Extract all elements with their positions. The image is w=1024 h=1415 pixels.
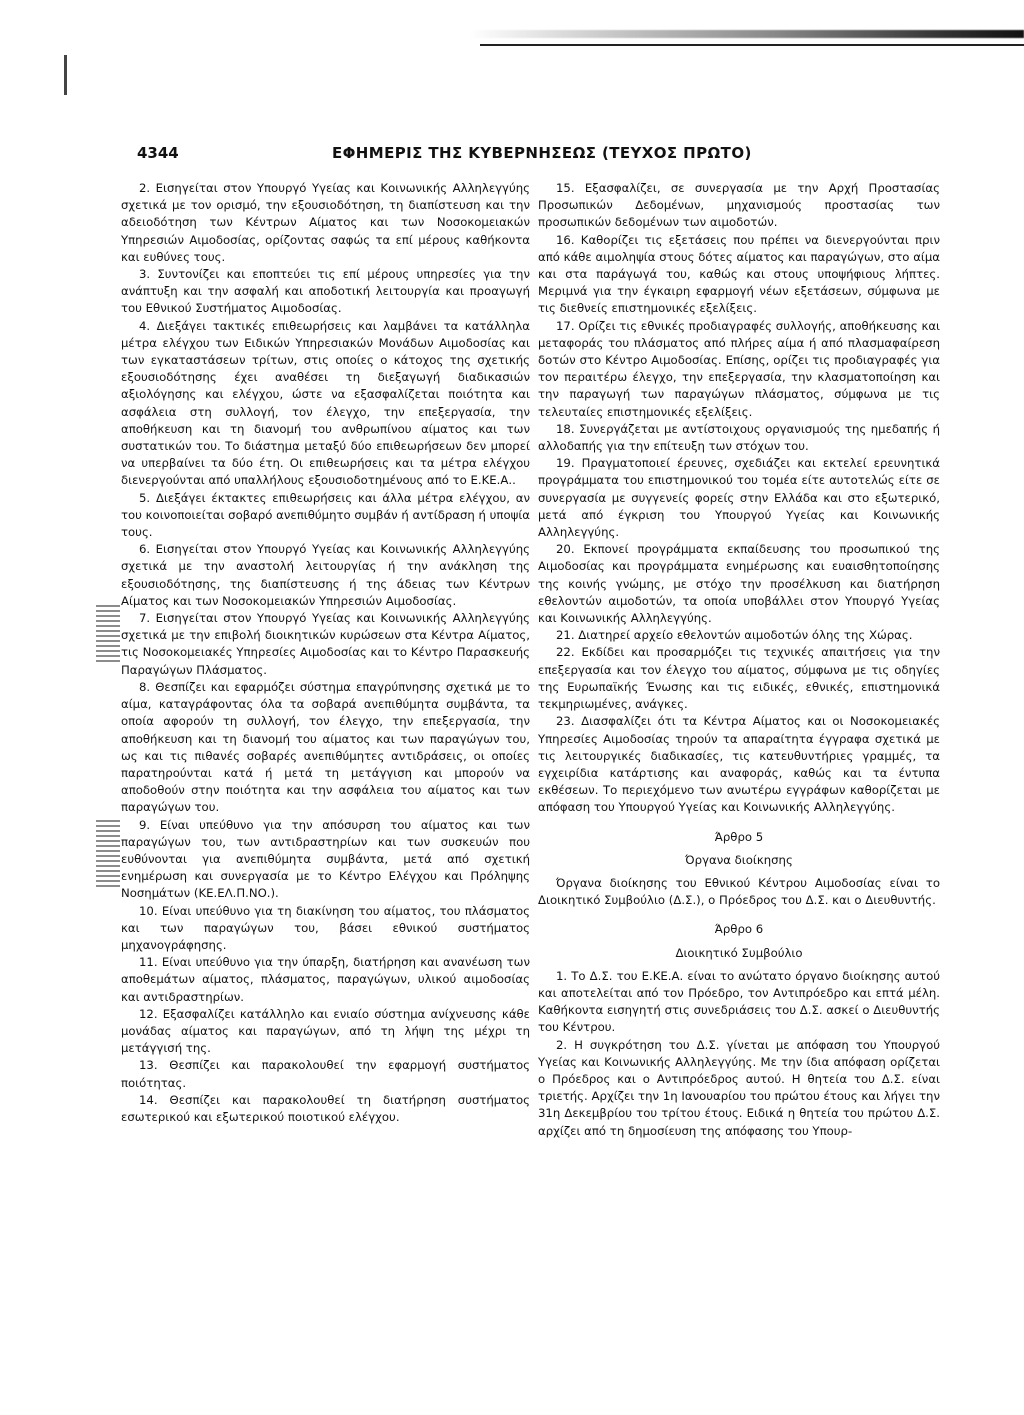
gazette-title: ΕΦΗΜΕΡΙΣ ΤΗΣ ΚΥΒΕΡΝΗΣΕΩΣ (ΤΕΥΧΟΣ ΠΡΩΤΟ)	[332, 144, 752, 162]
page-header	[137, 144, 939, 168]
paragraph: 21. Διατηρεί αρχείο εθελοντών αιμοδοτών όλης της Χώρας.	[556, 628, 913, 643]
paragraph: 9. Είναι υπεύθυνο για την απόσυρση του αίματος και των παραγώγων του, των αντιδραστηρίων και των συσκευών που ευθύνονται για ανεπιθύμητα συμβάντα, μετά από σχετική ενημέρωση και συνεργασία με το Κέντρο Ελέγχου και Πρόληψης Νοσημάτων (ΚΕ.ΕΛ.Π.ΝΟ.).	[121, 817, 530, 901]
paragraph: 17. Ορίζει τις εθνικές προδιαγραφές συλλογής, αποθήκευσης και μεταφοράς του πλάσματος από πλήρες αίμα ή από πλασμαφαίρεση δοτών στο Κέντρο Αιμοδοσίας. Επίσης, ορίζει τις προδιαγραφές για τον περαιτέρω έλεγχο, την επεξεργασία, την κλασματοποίηση και την παραγωγή των παραγώγων πλάσματος, σύμφωνα με τις τελευταίες επιστημονικές εξελίξεις.	[538, 318, 940, 419]
paragraph: 5. Διεξάγει έκτακτες επιθεωρήσεις και άλλα μέτρα ελέγχου, αν του κοινοποιείται σοβαρό ανεπιθύμητο συμβάν ή αντίδραση ή υποψία τους.	[121, 490, 530, 540]
margin-speckle	[96, 605, 120, 665]
margin-mark	[64, 55, 67, 95]
left-column	[121, 180, 530, 1126]
paragraph: 2. Εισηγείται στον Υπουργό Υγείας και Κοινωνικής Αλληλεγγύης σχετικά με τον ορισμό, την εξουσιοδότηση, τη διαπίστευση και την αδειοδότηση των Κέντρων Αίματος και των Νοσοκομειακών Υπηρεσιών Αιμοδοσίας, ορίζοντας σαφώς τα επί μέρους καθήκοντα και ευθύνες τους.	[121, 181, 530, 264]
paragraph: 2. Η συγκρότηση του Δ.Σ. γίνεται με απόφαση του Υπουργού Υγείας και Κοινωνικής Αλληλεγγύης. Με την ίδια απόφαση ορίζεται ο Πρόεδρος και ο Αντιπρόεδρος αυτού. Η θητεία του Δ.Σ. είναι τριετής. Αρχίζει την 1η Ιανουαρίου του πρώτου έτους και λήγει την 31η Δεκεμβρίου του τρίτου έτους. Ειδικά η θητεία του πρώτου Δ.Σ. αρχίζει από τη δημοσίευση της απόφασης του Υπουρ-	[538, 1037, 940, 1138]
article-6-title: Διοικητικό Συμβούλιο	[675, 945, 803, 960]
paragraph: 18. Συνεργάζεται με αντίστοιχους οργανισμούς της ημεδαπής ή αλλοδαπής για την επίτευξη των στόχων του.	[538, 421, 940, 454]
scan-line-artifact	[480, 44, 1024, 46]
article-5-heading: Άρθρο 5	[714, 829, 764, 844]
paragraph: 19. Πραγματοποιεί έρευνες, σχεδιάζει και εκτελεί ερευνητικά προγράμματα του επιστημονικού του τομέα είτε αυτοτελώς είτε σε συνεργασία με συγγενείς φορείς στην Ελλάδα και στο εξωτερικό, μετά από έγκριση του Υπουργού Υγείας και Κοινωνικής Αλληλεγγύης.	[538, 456, 940, 540]
paragraph: 14. Θεσπίζει και παρακολουθεί τη διατήρηση συστήματος εσωτερικού και εξωτερικού ποιοτικού ελέγχου.	[121, 1092, 530, 1124]
paragraph: 8. Θεσπίζει και εφαρμόζει σύστημα επαγρύπνησης σχετικά με το αίμα, καταγράφοντας όλα τα σοβαρά ανεπιθύμητα συμβάντα, τα οποία αφορούν τη συλλογή, τον έλεγχο, την επεξεργασία, την αποθήκευση και τη διανομή του αίματος και των παραγώγων του, ως και τις πιθανές σοβαρές ανεπιθύμητες αντιδράσεις, οι οποίες παρατηρούνται κατά ή μετά τη μετάγγιση και μπορούν να αποδοθούν στην ποιότητα και την ασφάλεια του αίματος και των παραγώγων του.	[121, 679, 530, 815]
paragraph: 11. Είναι υπεύθυνο για την ύπαρξη, διατήρηση και ανανέωση των αποθεμάτων αίματος, πλάσματος, παραγώγων, υλικού αιμοδοσίας και αντιδραστηρίων.	[121, 955, 530, 1004]
paragraph: 23. Διασφαλίζει ότι τα Κέντρα Αίματος και οι Νοσοκομειακές Υπηρεσίες Αιμοδοσίας τηρούν τα απαραίτητα έγγραφα σχετικά με τις λειτουργικές διαδικασίες, τις κατευθυντήριες γραμμές, τα εγχειρίδια κατάρτισης και αναφοράς, καθώς και τα έντυπα εκθέσεων. Το περιεχόμενο των ανωτέρω εγγράφων καθορίζεται με απόφαση του Υπουργού Υγείας και Κοινωνικής Αλληλεγγύης.	[538, 714, 940, 815]
paragraph: Όργανα διοίκησης του Εθνικού Κέντρου Αιμοδοσίας είναι το Διοικητικό Συμβούλιο (Δ.Σ.), ο Πρόεδρος του Δ.Σ. και ο Διευθυντής.	[538, 875, 940, 908]
paragraph: 4. Διεξάγει τακτικές επιθεωρήσεις και λαμβάνει τα κατάλληλα μέτρα ελέγχου των Ειδικών Υπηρεσιακών Μονάδων Αιμοδοσίας και των εγκαταστάσεων τρίτων, στις οποίες ο κάτοχος της σχετικής εξουσιοδότησης έχει αναθέσει τη διεξαγωγή διαδικασιών αξιολόγησης και ελέγχου, ώστε να εξασφαλίζεται ποιότητα και ασφάλεια στη συλλογή, τον έλεγχο, την επεξεργασία, την αποθήκευση και τη διανομή του ανθρωπίνου αίματος και των συστατικών του. Το διάστημα μεταξύ δύο επιθεωρήσεων δεν μπορεί να υπερβαίνει τα δύο έτη. Οι επιθεωρήσεις και τα μέτρα ελέγχου διενεργούνται από υπαλλήλους εξουσιοδοτημένους από το Ε.ΚΕ.Α..	[121, 318, 530, 488]
paragraph: 20. Εκπονεί προγράμματα εκπαίδευσης του προσωπικού της Αιμοδοσίας και προγράμματα ενημέρωσης και ευαισθητοποίησης της κοινής γνώμης, με στόχο την προσέλκυση και διατήρηση εθελοντών αιμοδοτών, τα οποία υποβάλλει στον Υπουργό Υγείας και Κοινωνικής Αλληλεγγύης.	[538, 542, 940, 626]
margin-speckle	[96, 820, 120, 890]
paragraph: 13. Θεσπίζει και παρακολουθεί την εφαρμογή συστήματος ποιότητας.	[121, 1058, 530, 1090]
paragraph: 22. Εκδίδει και προσαρμόζει τις τεχνικές απαιτήσεις για την επεξεργασία και τον έλεγχο του αίματος, σύμφωνα με τις οδηγίες της Ευρωπαϊκής Ένωσης και τις ειδικές, εθνικές, επιστημονικά τεκμηριωμένες, ανάγκες.	[538, 645, 940, 712]
article-5-title: Όργανα διοίκησης	[685, 852, 793, 867]
paragraph: 10. Είναι υπεύθυνο για τη διακίνηση του αίματος, του πλάσματος και των παραγώγων του, βάσει εθνικού συστήματος μηχανογράφησης.	[121, 903, 530, 952]
article-6-heading: Άρθρο 6	[714, 922, 764, 937]
paragraph: 1. Το Δ.Σ. του Ε.ΚΕ.Α. είναι το ανώτατο όργανο διοίκησης αυτού και αποτελείται από τον Πρόεδρο, τον Αντιπρόεδρο και επτά μέλη. Καθήκοντα εισηγητή στις συνεδριάσεις του Δ.Σ. ασκεί ο Διευθυντής του Κέντρου.	[538, 968, 940, 1035]
right-column	[538, 180, 940, 1140]
paragraph: 3. Συντονίζει και εποπτεύει τις επί μέρους υπηρεσίες για την ανάπτυξη και την ασφαλή και αποδοτική λειτουργία και προαγωγή του Εθνικού Συστήματος Αιμοδοσίας.	[121, 267, 530, 316]
scan-edge-artifact	[470, 30, 1024, 38]
paragraph: 6. Εισηγείται στον Υπουργό Υγείας και Κοινωνικής Αλληλεγγύης σχετικά με την αναστολή λειτουργίας ή την ανάκληση της εξουσιοδότησης, της διαπίστευσης ή της άδειας των Κέντρων Αίματος και των Νοσοκομειακών Υπηρεσιών Αιμοδοσίας.	[121, 542, 530, 608]
paragraph: 7. Εισηγείται στον Υπουργό Υγείας και Κοινωνικής Αλληλεγγύης σχετικά με την επιβολή διοικητικών κυρώσεων στα Κέντρα Αίματος, τις Νοσοκομειακές Υπηρεσίες Αιμοδοσίας και το Κέντρο Παρασκευής Παραγώγων Πλάσματος.	[121, 611, 530, 677]
paragraph: 16. Καθορίζει τις εξετάσεις που πρέπει να διενεργούνται πριν από κάθε αιμοληψία στους δότες αίματος και παραγώγων, στο αίμα και στα παράγωγά του, καθώς και στους υποψήφιους λήπτες. Μεριμνά για την έγκαιρη εφαρμογή νέων εξετάσεων, σύμφωνα με τις διεθνείς επιστημονικές εξελίξεις.	[538, 232, 940, 316]
paragraph: 15. Εξασφαλίζει, σε συνεργασία με την Αρχή Προστασίας Προσωπικών Δεδομένων, μηχανισμούς προστασίας των προσωπικών δεδομένων των αιμοδοτών.	[538, 181, 940, 230]
page-number: 4344	[137, 144, 179, 162]
paragraph: 12. Εξασφαλίζει κατάλληλο και ενιαίο σύστημα ανίχνευσης κάθε μονάδας αίματος και παραγώγων, από τη λήψη της μέχρι τη μετάγγισή της.	[121, 1006, 530, 1056]
